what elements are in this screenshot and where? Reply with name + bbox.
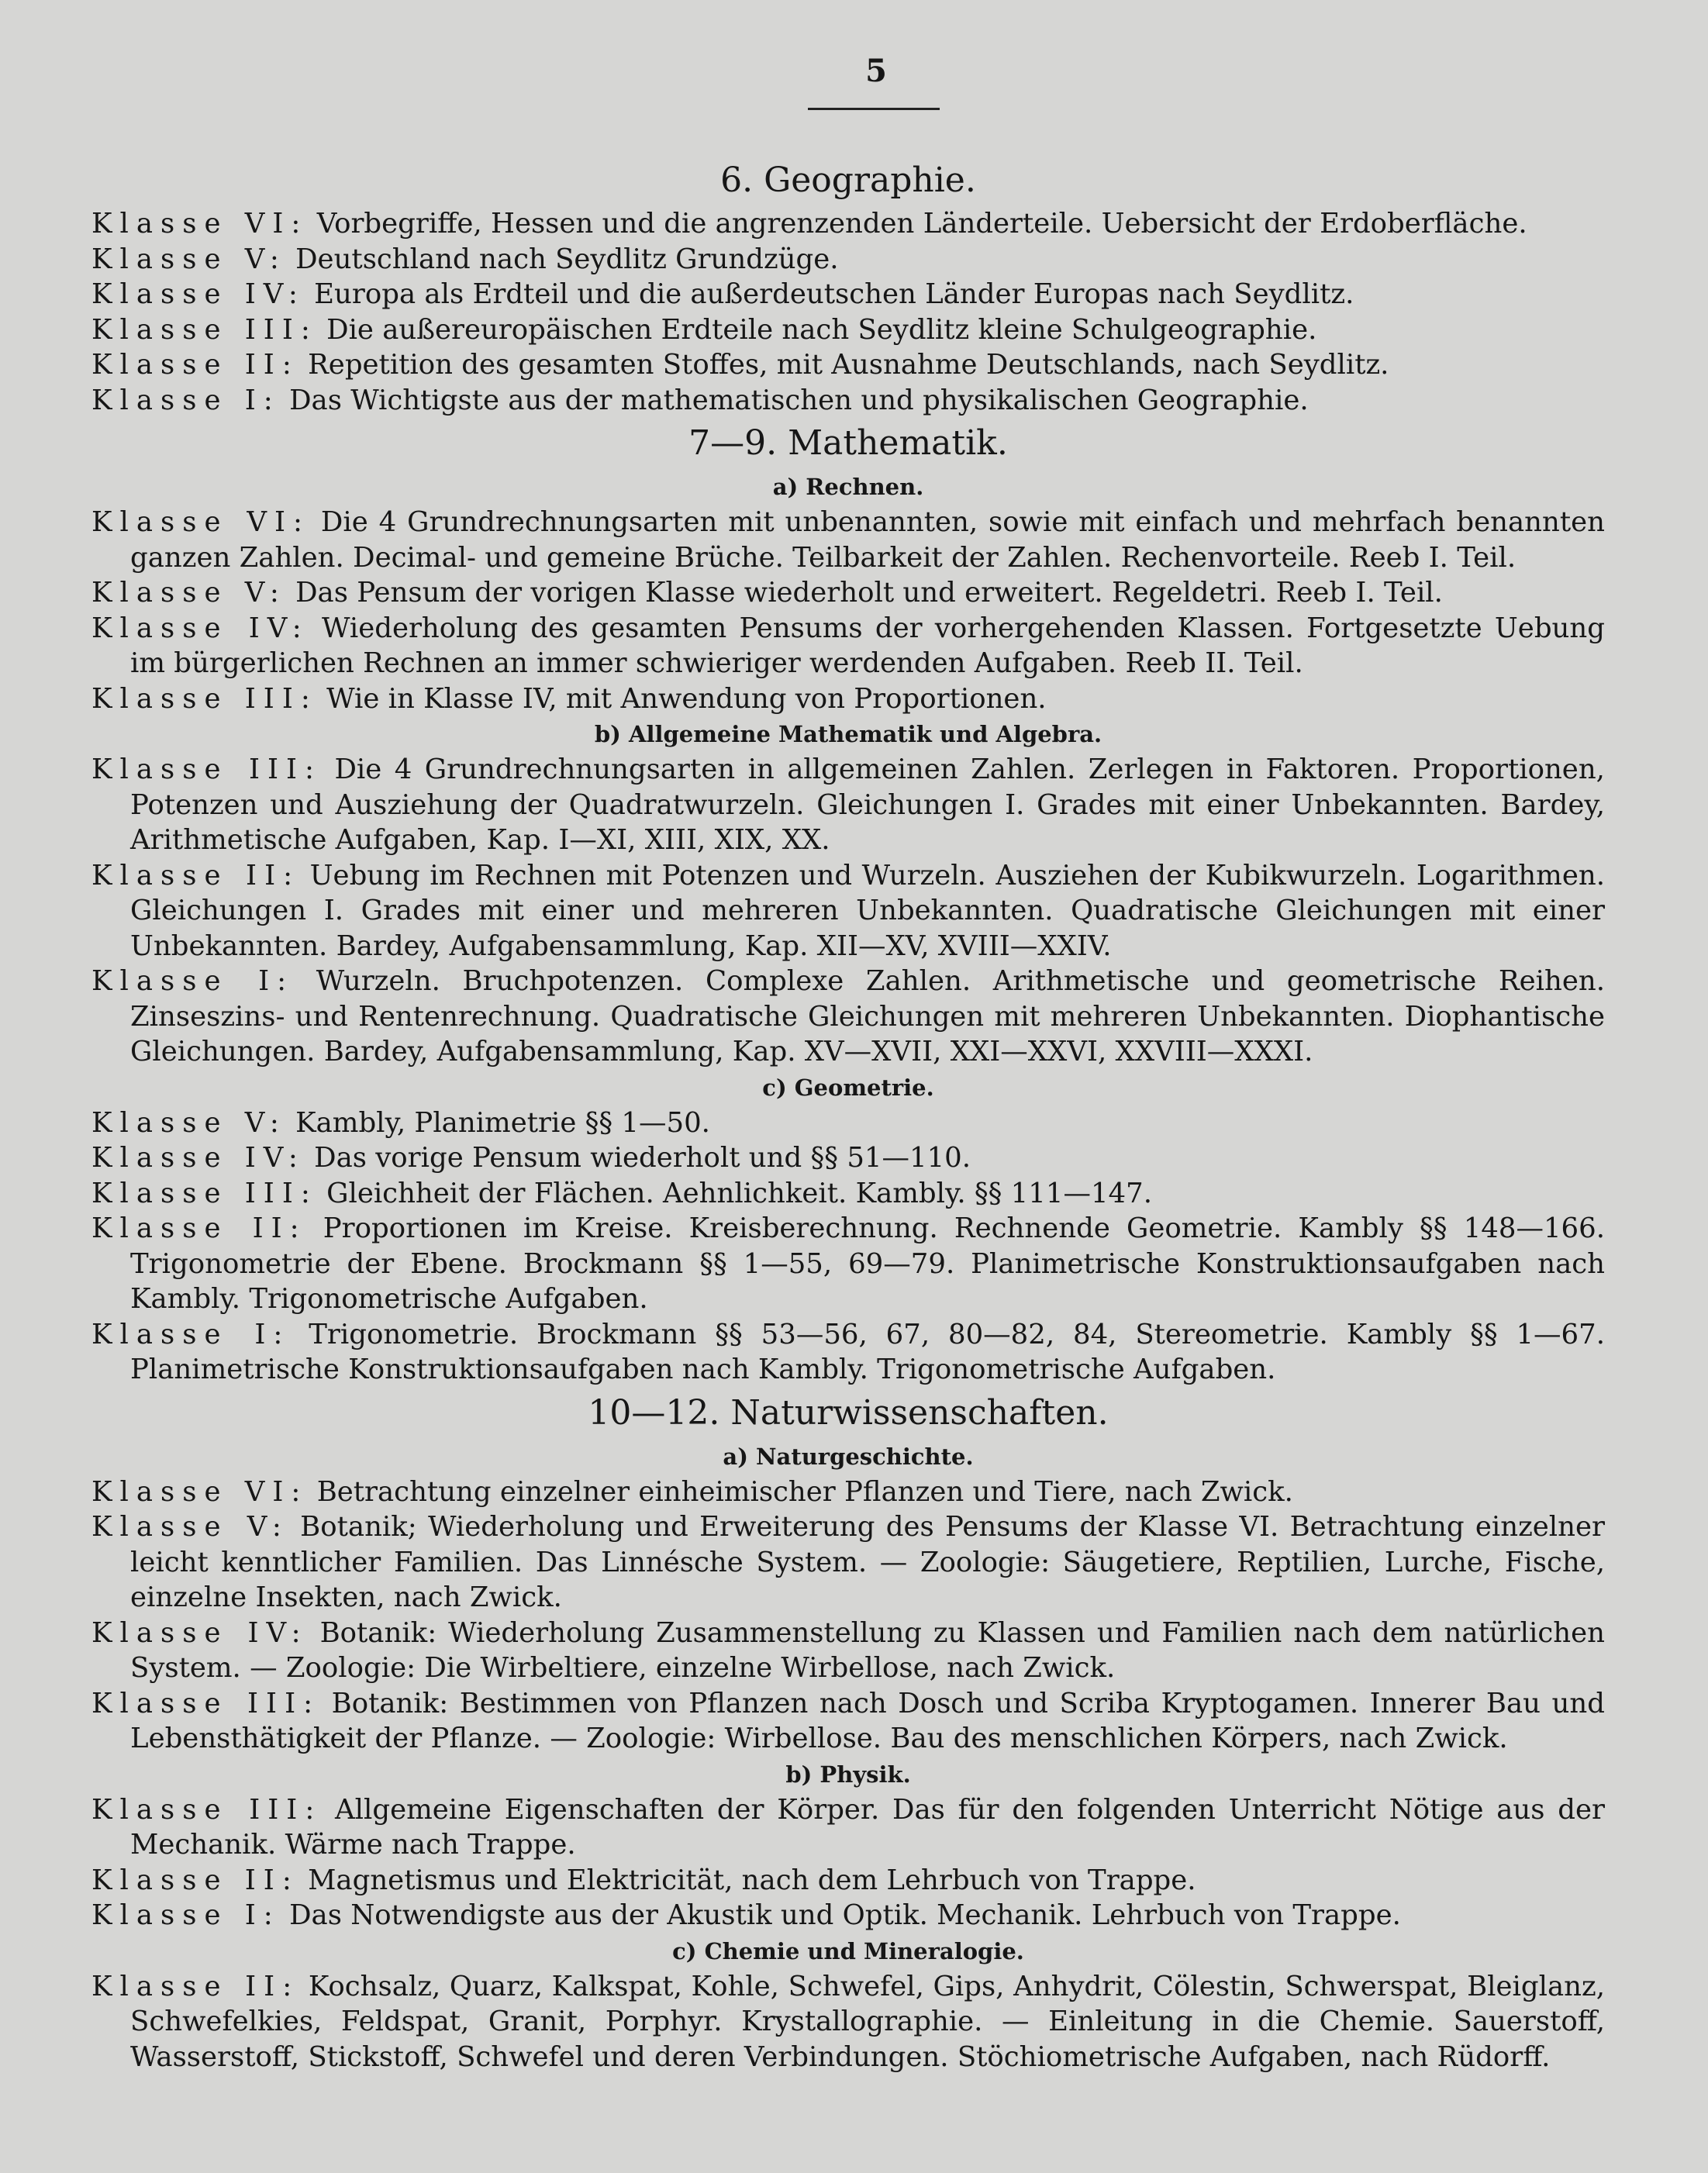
class-label: Klasse III: (91, 313, 318, 346)
class-entry (91, 964, 1605, 1070)
class-entry (91, 1792, 1605, 1863)
section-heading: 6. Geographie. (720, 160, 976, 200)
page-number: 5 (865, 53, 887, 89)
subsection-heading: c) Chemie und Mineralogie. (672, 1937, 1024, 1964)
class-text: Die 4 Grundrechnungsarten mit unbenannten, sowie mit einfach und mehrfach benannten ganzen Zahlen. Decimal- und gemeine Brüche. Teilbarkeit der Zahlen. Rechenvorteile. Reeb I. Teil. (130, 506, 1605, 574)
class-entry (91, 1317, 1605, 1388)
class-label: Klasse IV: (91, 278, 305, 310)
section-heading: 10—12. Naturwissenschaften. (588, 1392, 1109, 1433)
class-text: Das Notwendigste aus der Akustik und Optik. Mechanik. Lehrbuch von Trappe. (289, 1899, 1401, 1931)
class-text: Vorbegriffe, Hessen und die angrenzenden Länderteile. Uebersicht der Erdoberfläche. (316, 208, 1527, 240)
class-label: Klasse III: (91, 682, 318, 715)
section-heading: 7—9. Mathematik. (688, 423, 1008, 463)
class-label: Klasse I: (91, 1899, 281, 1931)
class-text: Betrachtung einzelner einheimischer Pflanzen und Tiere, nach Zwick. (316, 1475, 1293, 1508)
class-label: Klasse IV: (91, 1142, 305, 1174)
class-label: Klasse II: (91, 1970, 300, 2002)
subsection-heading: b) Physik. (785, 1761, 911, 1788)
class-text: Allgemeine Eigenschaften der Körper. Das für den folgenden Unterricht Nötige aus der Mechanik. Wärme nach Trappe. (130, 1793, 1605, 1861)
class-entry (91, 1105, 1605, 1141)
class-text: Die 4 Grundrechnungsarten in allgemeinen Zahlen. Zerlegen in Faktoren. Proportionen, Potenzen und Ausziehung der Quadratwurzeln. Gleichungen I. Grades mit einer Unbekannten. Bardey, Arithmetische Aufgaben, Kap. I—XI, XIII, XIX, XX. (130, 754, 1605, 856)
class-entry (91, 752, 1605, 858)
class-text: Das Wichtigste aus der mathematischen und physikalischen Geographie. (289, 384, 1309, 416)
class-entry (91, 858, 1605, 964)
class-text: Die außereuropäischen Erdteile nach Seydlitz kleine Schulgeographie. (326, 313, 1317, 346)
class-text: Repetition des gesamten Stoffes, mit Ausnahme Deutschlands, nach Seydlitz. (308, 349, 1389, 381)
class-label: Klasse III: (91, 1687, 321, 1719)
class-label: Klasse V: (91, 243, 287, 275)
class-label: Klasse V: (91, 1511, 289, 1543)
class-entry (91, 1863, 1605, 1899)
class-label: Klasse IV: (91, 612, 309, 644)
class-entry (91, 611, 1605, 681)
class-text: Wie in Klasse IV, mit Anwendung von Proportionen. (326, 682, 1047, 715)
subsection-heading: b) Allgemeine Mathematik und Algebra. (594, 721, 1102, 747)
class-label: Klasse II: (91, 349, 299, 381)
class-entry (91, 575, 1605, 611)
class-label: Klasse VI: (91, 208, 309, 240)
class-text: Proportionen im Kreise. Kreisberechnung. Rechnende Geometrie. Kambly §§ 148—166. Trigonometrie der Ebene. Brockmann §§ 1—55, 69—79. Planimetrische Konstruktionsaufgaben nach Kambly. Trigonometrische Aufgaben. (130, 1212, 1606, 1315)
class-entry (91, 1616, 1605, 1686)
class-text: Uebung im Rechnen mit Potenzen und Wurzeln. Ausziehen der Kubikwurzeln. Logarithmen. Gleichungen I. Grades mit einer und mehreren Unbekannten. Quadratische Gleichungen mit einer Unbekannten. Bardey, Aufgabensammlung, Kap. XII—XV, XVIII—XXIV. (130, 859, 1605, 962)
class-text: Kambly, Planimetrie §§ 1—50. (295, 1106, 710, 1139)
class-label: Klasse I: (91, 1318, 291, 1350)
class-label: Klasse III: (91, 1177, 318, 1209)
class-entry (91, 1898, 1605, 1933)
class-entry (91, 242, 1605, 278)
class-entry (91, 1509, 1605, 1616)
subsection-heading: c) Geometrie. (762, 1074, 934, 1101)
class-text: Das vorige Pensum wiederholt und §§ 51—110. (314, 1142, 971, 1174)
class-label: Klasse II: (91, 1864, 299, 1896)
class-text: Gleichheit der Flächen. Aehnlichkeit. Kambly. §§ 111—147. (326, 1177, 1152, 1209)
class-label: Klasse V: (91, 1106, 287, 1139)
document-body (91, 155, 1605, 2075)
class-text: Wurzeln. Bruchpotenzen. Complexe Zahlen. Arithmetische und geometrische Reihen. Zinseszins- und Rentenrechnung. Quadratische Gleichungen mit mehreren Unbekannten. Diophantische Gleichungen. Bardey, Aufgabensammlung, Kap. XV—XVII, XXI—XXVI, XXVIII—XXXI. (130, 965, 1605, 1068)
class-text: Botanik: Wiederholung Zusammenstellung zu Klassen und Familien nach dem natürlichen System. — Zoologie: Die Wirbeltiere, einzelne Wirbellose, nach Zwick. (130, 1616, 1605, 1684)
class-label: Klasse VI: (91, 506, 310, 538)
class-entry (91, 1475, 1605, 1510)
page-number-rule (808, 108, 940, 110)
class-label: Klasse II: (91, 859, 301, 892)
class-entry (91, 1686, 1605, 1757)
class-label: Klasse IV: (91, 1616, 309, 1649)
class-text: Deutschland nach Seydlitz Grundzüge. (295, 243, 839, 275)
class-entry (91, 383, 1605, 419)
class-entry (91, 277, 1605, 312)
class-entry (91, 505, 1605, 575)
class-entry (91, 347, 1605, 383)
class-text: Trigonometrie. Brockmann §§ 53—56, 67, 80—82, 84, Stereometrie. Kambly §§ 1—67. Planimetrische Konstruktionsaufgaben nach Kambly. Trigonometrische Aufgaben. (130, 1318, 1605, 1385)
class-entry (91, 1211, 1605, 1317)
class-entry (91, 206, 1605, 242)
class-label: Klasse VI: (91, 1475, 309, 1508)
subsection-heading: a) Naturgeschichte. (723, 1443, 974, 1470)
class-entry (91, 1969, 1605, 2075)
class-text: Botanik; Wiederholung und Erweiterung des Pensums der Klasse VI. Betrachtung einzelner leicht kenntlicher Familien. Das Linnésche System. — Zoologie: Säugetiere, Reptilien, Lurche, Fische, einzelne Insekten, nach Zwick. (130, 1511, 1606, 1613)
class-text: Das Pensum der vorigen Klasse wiederholt und erweitert. Regeldetri. Reeb I. Teil. (295, 577, 1443, 609)
class-label: Klasse II: (91, 1212, 307, 1244)
subsection-heading: a) Rechnen. (772, 474, 924, 500)
class-label: Klasse III: (91, 1793, 323, 1826)
class-entry (91, 681, 1605, 717)
class-label: Klasse I: (91, 965, 295, 997)
class-text: Europa als Erdteil und die außerdeutschen Länder Europas nach Seydlitz. (314, 278, 1354, 310)
class-label: Klasse V: (91, 577, 287, 609)
class-text: Botanik: Bestimmen von Pflanzen nach Dosch und Scriba Kryptogamen. Innerer Bau und Lebensthätigkeit der Pflanze. — Zoologie: Wirbellose. Bau des menschlichen Körpers, nach Zwick. (130, 1687, 1605, 1754)
class-label: Klasse III: (91, 754, 322, 785)
class-text: Kochsalz, Quarz, Kalkspat, Kohle, Schwefel, Gips, Anhydrit, Cölestin, Schwerspat, Bleiglanz, Schwefelkies, Feldspat, Granit, Porphyr. Krystallographie. — Einleitung in die Chemie. Sauerstoff, Wasserstoff, Stickstoff, Schwefel und deren Verbindungen. Stöchiometrische Aufgaben, nach Rüdorff. (130, 1970, 1605, 2073)
class-text: Wiederholung des gesamten Pensums der vorhergehenden Klassen. Fortgesetzte Uebung im bürgerlichen Rechnen an immer schwieriger werdenden Aufgaben. Reeb II. Teil. (130, 612, 1605, 679)
class-entry (91, 1176, 1605, 1212)
class-entry (91, 312, 1605, 348)
class-label: Klasse I: (91, 384, 281, 416)
class-text: Magnetismus und Elektricität, nach dem Lehrbuch von Trappe. (308, 1864, 1196, 1896)
class-entry (91, 1140, 1605, 1176)
